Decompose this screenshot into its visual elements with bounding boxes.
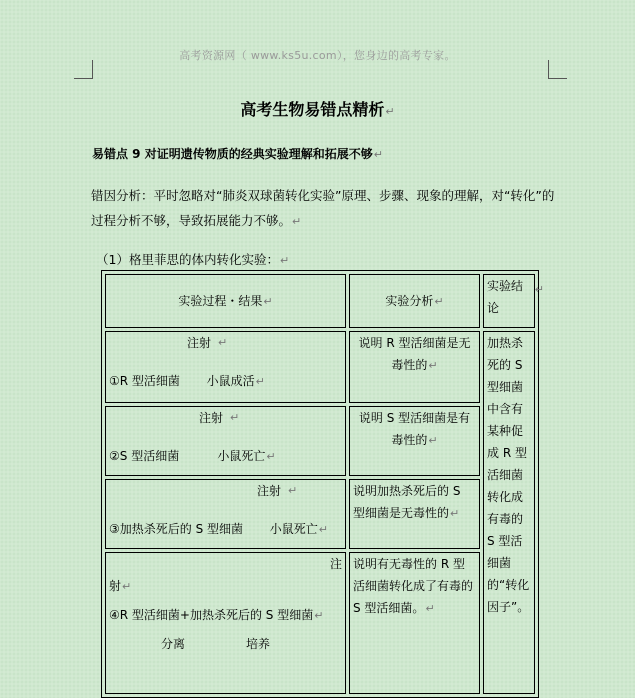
table-row xyxy=(105,479,535,549)
process-cell-3: 注射 ↵ ③加热杀死后的 S 型细菌 小鼠死亡↵ xyxy=(105,479,346,549)
process-cell-4: 注 射↵ ④R 型活细菌+加热杀死后的 S 型细菌↵ 分离 培养 xyxy=(105,552,346,694)
header-process: 实验过程・结果↵ xyxy=(105,274,346,328)
crop-mark-left xyxy=(74,60,93,79)
analysis-cell-1: 说明 R 型活细菌是无毒性的↵ xyxy=(349,331,480,403)
table-row xyxy=(105,406,535,476)
analysis-cell-2: 说明 S 型活细菌是有毒性的↵ xyxy=(349,406,480,476)
header-analysis: 实验分析↵ xyxy=(349,274,480,328)
table-row xyxy=(105,331,535,403)
table-header-row xyxy=(105,274,535,328)
error-analysis-paragraph: 错因分析：平时忽略对“肺炎双球菌转化实验”原理、步骤、现象的理解，对“转化”的过程分析不够，导致拓展能力不够。↵ xyxy=(91,188,555,228)
process-cell-2: 注射 ↵ ②S 型活细菌 小鼠死亡↵ xyxy=(105,406,346,476)
experiment-table xyxy=(101,270,544,698)
analysis-cell-4: 说明有无毒性的 R 型活细菌转化成了有毒的 S 型活细菌。↵ xyxy=(349,552,480,694)
table-row xyxy=(105,552,535,694)
page-title: 高考生物易错点精析↵ xyxy=(240,100,395,119)
analysis-cell-3: 说明加热杀死后的 S 型细菌是无毒性的↵ xyxy=(349,479,480,549)
experiment-subheading: （1）格里菲思的体内转化实验：↵ xyxy=(96,252,290,267)
conclusion-cell: 加热杀死的 S 型细菌中含有某种促成 R 型活细菌转化成有毒的 S 型活细菌的“转化因子”。 xyxy=(483,331,535,694)
crop-mark-right xyxy=(548,60,567,79)
header-conclusion: 实验结论 ↵ xyxy=(483,274,535,328)
process-cell-1: 注射 ↵ ①R 型活细菌 小鼠成活↵ xyxy=(105,331,346,403)
header-line: 高考资源网（ www.ks5u.com），您身边的高考专家。 xyxy=(179,49,456,62)
section-heading: 易错点 9 对证明遗传物质的经典实验理解和拓展不够↵ xyxy=(92,147,383,161)
